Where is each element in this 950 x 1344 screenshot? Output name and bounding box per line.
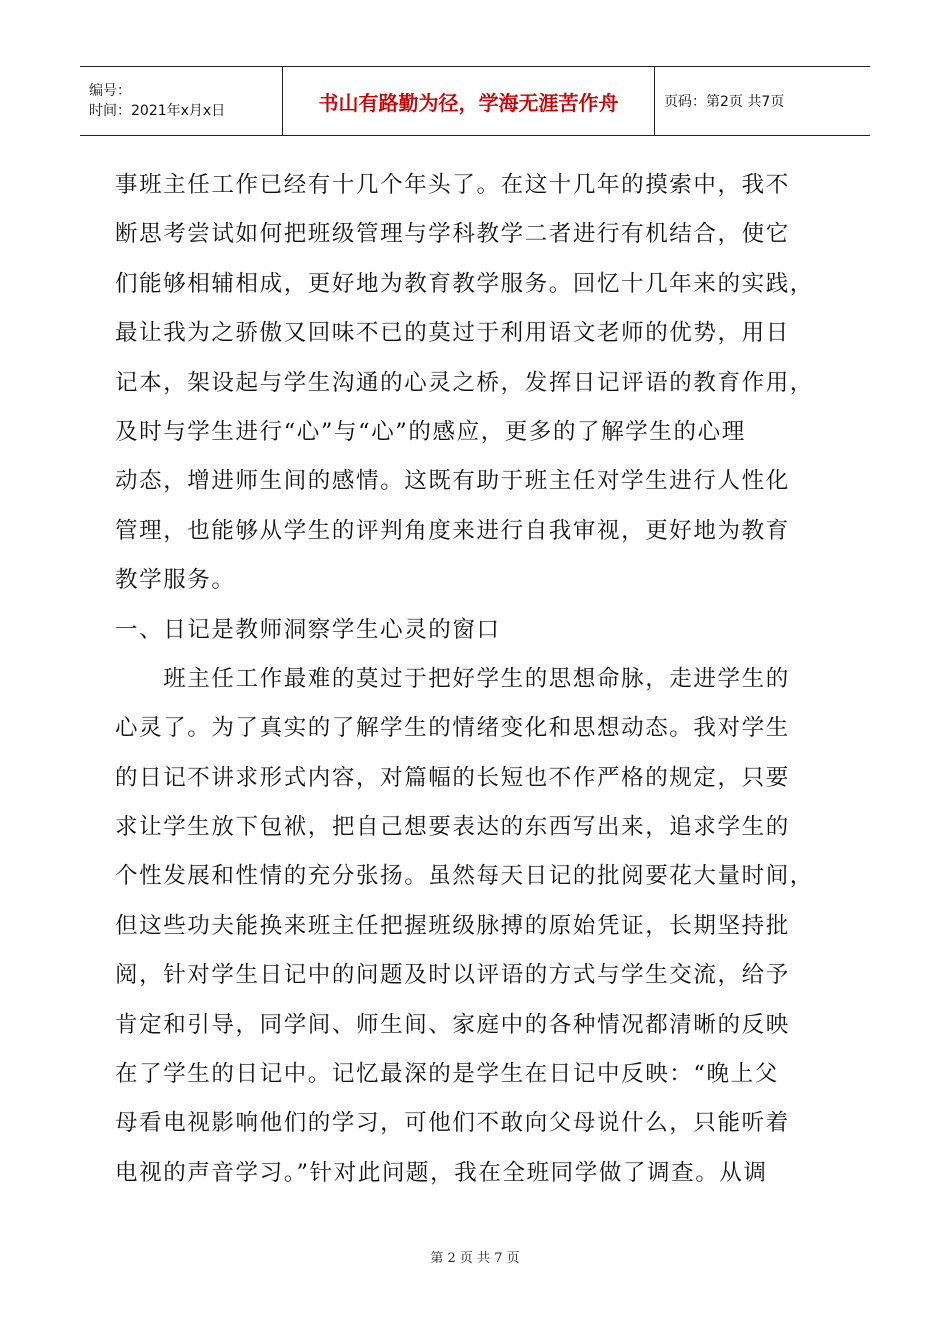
header-page-number: 页码：第2页 共7页 [664,94,785,110]
text-line: 但这些功夫能换来班主任把握班级脉搏的原始凭证，长期坚持批 [115,912,790,939]
text-line: 求让学生放下包袱，把自己想要表达的东西写出来，追求学生的 [115,814,790,841]
text-line: 在了学生的日记中。记忆最深的是学生在日记中反映：“晚上父 [115,1061,779,1088]
document-body [115,161,860,1198]
header-motto: 书山有路勤为径，学海无涯苦作舟 [283,67,655,135]
text-line: 记本，架设起与学生沟通的心灵之桥，发挥日记评语的教育作用， [115,369,814,396]
text-line: 阅，针对学生日记中的问题及时以评语的方式与学生交流，给予 [115,962,790,989]
text-line: 电视的声音学习。”针对此问题，我在全班同学做了调查。从调 [115,1159,768,1186]
document-number: 编号： [89,83,131,99]
text-line: 心灵了。为了真实的了解学生的情绪变化和思想动态。我对学生 [115,715,790,742]
text-line: 肯定和引导，同学间、师生间、家庭中的各种情况都清晰的反映 [115,1011,790,1038]
header-meta [80,67,283,135]
text-line: 管理，也能够从学生的评判角度来进行自我审视，更好地为教育 [115,517,790,544]
document-date: 时间：2021年x月x日 [89,103,226,119]
text-line: 母看电视影响他们的学习，可他们不敢向父母说什么，只能听着 [115,1110,790,1137]
page-header [80,66,870,136]
page-footer: 第 2 页 共 7 页 [430,1251,520,1266]
text-line: 及时与学生进行“心”与“心”的感应，更多的了解学生的心理 [115,418,746,445]
text-line: 的日记不讲求形式内容，对篇幅的长短也不作严格的规定，只要 [115,764,790,791]
section-heading: 一、日记是教师洞察学生心灵的窗口 [115,616,501,643]
text-line: 班主任工作最难的莫过于把好学生的思想命脉，走进学生的 [115,665,790,692]
text-line: 教学服务。 [115,567,236,594]
text-line: 动态，增进师生间的感情。这既有助于班主任对学生进行人性化 [115,468,790,495]
text-line: 个性发展和性情的充分张扬。虽然每天日记的批阅要花大量时间， [115,863,814,890]
text-line: 们能够相辅相成，更好地为教育教学服务。回忆十几年来的实践， [115,270,814,297]
text-line: 断思考尝试如何把班级管理与学科教学二者进行有机结合，使它 [115,221,790,248]
text-line: 最让我为之骄傲又回味不已的莫过于利用语文老师的优势，用日 [115,320,790,347]
text-line: 事班主任工作已经有十几个年头了。在这十几年的摸索中，我不 [115,172,790,198]
